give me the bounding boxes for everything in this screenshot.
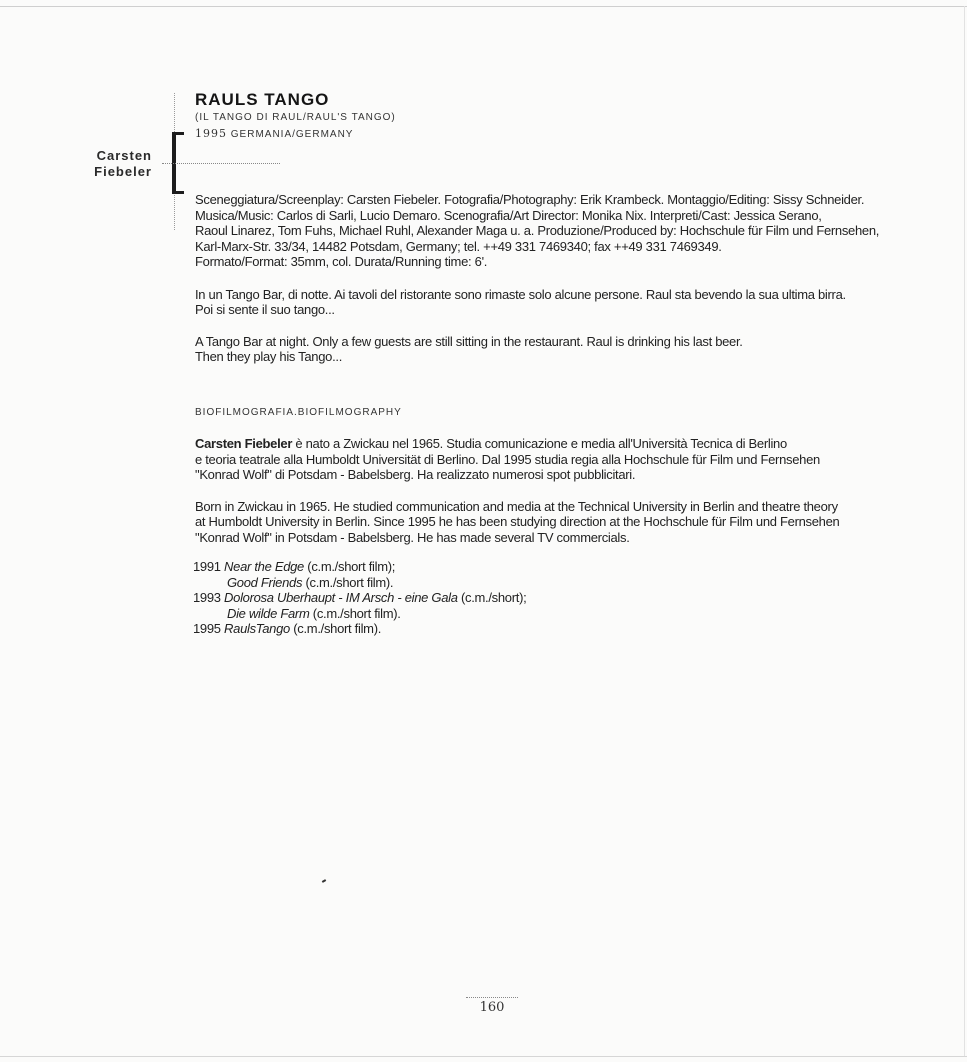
filmography-note: (c.m./short film). xyxy=(289,621,382,636)
synopsis-english xyxy=(195,334,895,365)
filmography-item xyxy=(193,590,895,606)
filmography xyxy=(193,559,895,637)
synopsis-line: Then they play his Tango... xyxy=(195,349,343,364)
film-alt-title: (IL TANGO DI RAUL/RAUL'S TANGO) xyxy=(195,112,396,123)
scan-edge-top xyxy=(0,6,967,7)
filmography-title: RaulsTango xyxy=(224,621,290,636)
main-text xyxy=(195,192,895,637)
filmography-year: 1993 xyxy=(193,590,221,605)
bio-line: "Konrad Wolf" in Potsdam - Babelsberg. He has made several TV commercials. xyxy=(195,529,630,545)
scan-edge-right xyxy=(964,6,965,1056)
bio-line: è nato a Zwickau nel 1965. Studia comunicazione e media all'Università Tecnica di Berlino xyxy=(292,436,787,451)
director-name xyxy=(60,148,152,180)
filmography-item xyxy=(193,575,895,591)
page-number: 160 xyxy=(479,1000,505,1015)
film-year: 1995 xyxy=(195,127,227,140)
filmography-year: 1991 xyxy=(193,559,221,574)
synopsis-italian xyxy=(195,287,895,318)
dotted-rule-horizontal xyxy=(162,163,280,164)
page-number-rule xyxy=(466,997,518,998)
bio-heading: BIOFILMOGRAFIA.BIOFILMOGRAPHY xyxy=(195,406,402,418)
bio-line: Born in Zwickau in 1965. He studied communication and media at the Technical University in Berlin and theatre theory xyxy=(195,498,838,514)
bio-line: e teoria teatrale alla Humboldt Universität di Berlino. Dal 1995 studia regia alla Hochschule für Film und Fernsehen xyxy=(195,451,820,467)
credits-line: Raoul Linarez, Tom Fuhs, Michael Ruhl, Alexander Maga u. a. Produzione/Produced by: Hochschule für Film und Fernsehen, xyxy=(195,223,880,238)
filmography-note: (c.m./short film); xyxy=(303,559,396,574)
filmography-title: Near the Edge xyxy=(224,559,304,574)
synopsis-line: A Tango Bar at night. Only a few guests are still sitting in the restaurant. Raul is drinking his last beer. xyxy=(195,333,743,349)
filmography-item xyxy=(193,621,895,637)
filmography-note: (c.m./short film). xyxy=(302,574,394,590)
scan-edge-bottom xyxy=(0,1056,967,1057)
director-last-name: Fiebeler xyxy=(94,164,152,179)
filmography-title: Dolorosa Uberhaupt - IM Arsch - eine Gala xyxy=(224,590,458,605)
filmography-note: (c.m./short film). xyxy=(309,605,401,621)
bio-english xyxy=(195,499,895,546)
filmography-item xyxy=(193,559,895,575)
credits-line: Sceneggiatura/Screenplay: Carsten Fiebeler. Fotografia/Photography: Erik Krambeck. Montaggio/Editing: Sissy Schneider. xyxy=(195,192,865,207)
filmography-title: Good Friends xyxy=(227,574,303,590)
bio-italian xyxy=(195,436,895,483)
bio-line: "Konrad Wolf" di Potsdam - Babelsberg. Ha realizzato numerosi spot pubblicitari. xyxy=(195,467,636,482)
filmography-year: 1995 xyxy=(193,621,221,636)
scan-speck xyxy=(322,879,326,883)
film-year-country xyxy=(195,127,353,140)
synopsis-line: In un Tango Bar, di notte. Ai tavoli del ristorante sono rimaste solo alcune persone. Raul sta bevendo la sua ultima birra. xyxy=(195,286,846,302)
film-title: RAULS TANGO xyxy=(195,90,330,109)
synopsis-line: Poi si sente il suo tango... xyxy=(195,302,335,317)
credits-line: Karl-Marx-Str. 33/34, 14482 Potsdam, Germany; tel. ++49 331 7469340; fax ++49 331 7469349. xyxy=(195,238,722,254)
director-first-name: Carsten xyxy=(96,148,152,163)
credits-line: Musica/Music: Carlos di Sarli, Lucio Demaro. Scenografia/Art Director: Monika Nix. Interpreti/Cast: Jessica Serano, xyxy=(195,207,822,223)
film-country: GERMANIA/GERMANY xyxy=(230,129,354,140)
credits-line: Formato/Format: 35mm, col. Durata/Running time: 6'. xyxy=(195,254,488,269)
credits-block xyxy=(195,192,895,270)
filmography-note: (c.m./short); xyxy=(457,590,527,605)
bio-line: at Humboldt University in Berlin. Since 1995 he has been studying direction at the Hochschule für Film und Fernsehen xyxy=(195,514,840,529)
filmography-item xyxy=(193,606,895,622)
bio-name: Carsten Fiebeler xyxy=(195,436,293,451)
filmography-title: Die wilde Farm xyxy=(227,605,310,621)
